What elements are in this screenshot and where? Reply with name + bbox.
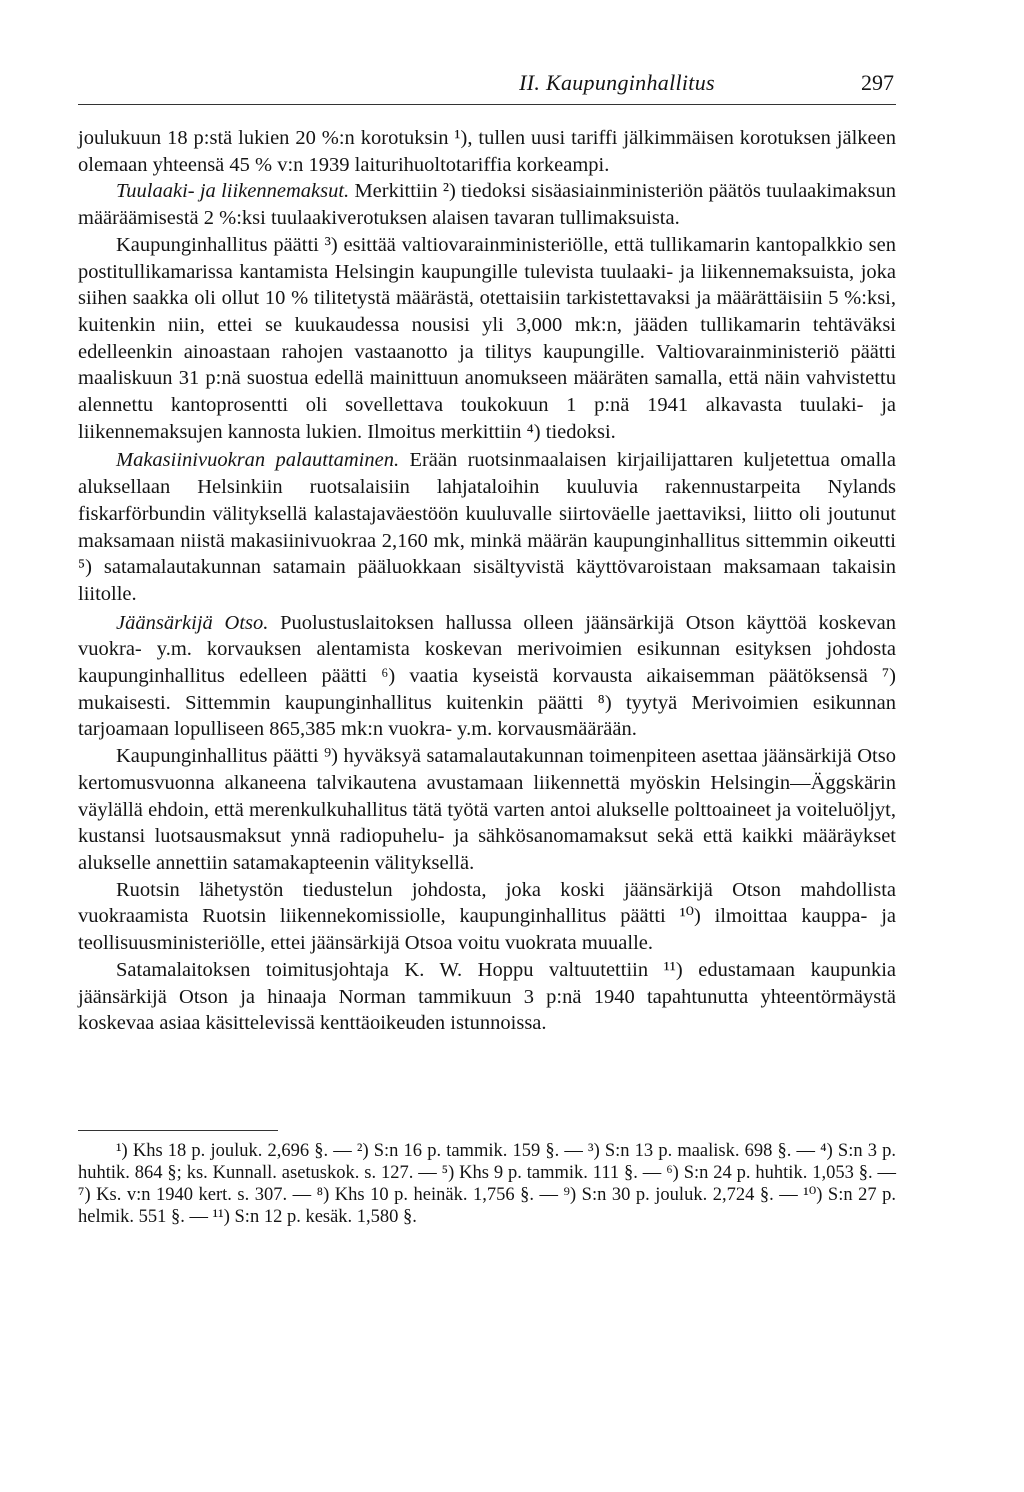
footnotes: ¹) Khs 18 p. jouluk. 2,696 §. — ²) S:n 16 p. tammik. 159 §. — ³) S:n 13 p. maalisk. 698 §. — ⁴) S:n 3 p. huhtik. 864 §; ks. Kunnall. asetuskok. s. 127. — ⁵) Khs 9 p. tammik. 111 §. — ⁶) S:n 24 p. huhtik. 1,053 §. — ⁷) Ks. v:n 1940 kert. s. 307. — ⁸) Khs 10 p. heinäk. 1,756 §. — ⁹) S:n 30 p. jouluk. 2,724 §. — ¹⁰) S:n 27 p. helmik. 551 §. — ¹¹) S:n 12 p. kesäk. 1,580 §. [78,1141,896,1227]
paragraph-tuulaaki-text: Merkittiin ²) tiedoksi sisäasiainministeriön päätös tuulaakimaksun määräämisestä 2 %:ksi tuulaakiverotuksen alaisen tavaran tullimaksuista. [78,180,896,230]
page-header [78,70,896,105]
paragraph-makasiinivuokra [78,447,896,607]
section-heading-tuulaaki: Tuulaaki- ja liikennemaksut. [116,180,350,203]
footnote-rule [78,1130,278,1131]
paragraph-hoppu: Satamalaitoksen toimitusjohtaja K. W. Hoppu valtuutettiin ¹¹) edustamaan kaupunkia jäänsärkijä Otson ja hinaaja Norman tammikuun 3 p:nä 1940 tapahtunutta yhteentörmäystä koskevaa asiaa käsittelevissä kenttäoikeuden istunnoissa. [78,958,896,1035]
paragraph-1: joulukuun 18 p:stä lukien 20 %:n korotuksin ¹), tullen uusi tariffi jälkimmäisen korotuksen jälkeen olemaan yhteensä 45 % v:n 1939 laiturihuoltotariffia korkeampi. [78,127,896,176]
paragraph-tuulaaki [78,178,896,231]
running-head: II. Kaupunginhallitus [519,70,715,95]
paragraph-ruotsin-lahetysto: Ruotsin lähetystön tiedustelun johdosta, joka koski jäänsärkijä Otson mahdollista vuokraamista Ruotsin liikennekomissiolle, kaupunginhallitus päätti ¹⁰) ilmoittaa kauppa- ja teollisuusministeriölle, ettei jäänsärkijä Otsoa voitu vuokrata muualle. [78,878,896,955]
section-heading-otso: Jäänsärkijä Otso. [116,611,269,634]
paragraph-otso-text: Puolustuslaitoksen hallussa olleen jäänsärkijä Otson käyttöä koskevan vuokra- y.m. korvauksen alentamista koskevan merivoimien esikunnan esityksen johdosta kaupunginhallitus edelleen päätti ⁶) vaatia kyseistä korvausta aikaisemman päätöksensä ⁷) mukaisesti. Sittemmin kaupunginhallitus kuitenkin päätti ⁸) tyytyä Merivoimien esikunnan tarjoamaan lopulliseen 865,385 mk:n vuokra- y.m. korvausmäärään. [78,611,896,741]
paragraph-makasiinivuokra-text: Erään ruotsinmaalaisen kirjailijattaren kuljetettua omalla aluksellaan Helsinkiin ruotsalaisiin lahjataloihin kuuluvia rakennustarpeita Nylands fiskarförbundin välityksellä kalastajaväestöön kuuluvalle siirtoväelle jaettaviksi, liitto oli joutunut maksamaan niistä makasiinivuokraa 2,160 mk, minkä määrän kaupunginhallitus sittemmin oikeutti ⁵) satamalautakunnan satamain pääluokkaan sisältyvistä käyttövaroistaan maksamaan takaisin liitolle. [78,449,897,605]
body-text [78,125,896,1037]
page-number: 297 [861,70,894,95]
section-heading-makasiinivuokra: Makasiinivuokran palauttaminen. [116,449,400,472]
paragraph-otso [78,610,896,744]
paragraph-kantopalkkio: Kaupunginhallitus päätti ³) esittää valtiovarainministeriölle, että tullikamarin kantopalkkio sen postitullikamarissa kantamista Helsingin kaupungille tulevista tuulaaki- ja liikennemaksuista, joka siihen saakka oli ollut 10 % tilitetystä määrästä, otettaisiin tarkistettavaksi ja määrättäisiin 5 %:ksi, kuitenkin niin, ettei se kuukaudessa nousisi yli 3,000 mk:n, jääden tullikamarin tehtäväksi edelleenkin ainoastaan rahojen vastaanotto ja tilitys kaupungille. Valtiovarainministeriö päätti maaliskuun 31 p:nä suostua edellä mainittuun anomukseen määräten samalla, että näin vahvistettu alennettu kantoprosentti oli sovellettava toukokuun 1 p:nä 1941 alkavasta tuulaki- ja liikennemaksujen kannosta lukien. Ilmoitus merkittiin ⁴) tiedoksi. [78,233,896,443]
paragraph-avustaminen: Kaupunginhallitus päätti ⁹) hyväksyä satamalautakunnan toimenpiteen asettaa jäänsärkijä Otso kertomusvuonna alkaneena talvikautena avustamaan liikennettä myöskin Helsingin—Äggskärin väylällä ehdoin, että merenkulkuhallitus tätä työtä varten antoi alukselle polttoaineet ja voiteluöljyt, kustansi luotsausmaksut ynnä radiopuhelu- ja sähkösanomamaksut sekä että kaikki määräykset alukselle annettiin satamakapteenin välityksellä. [78,745,896,874]
